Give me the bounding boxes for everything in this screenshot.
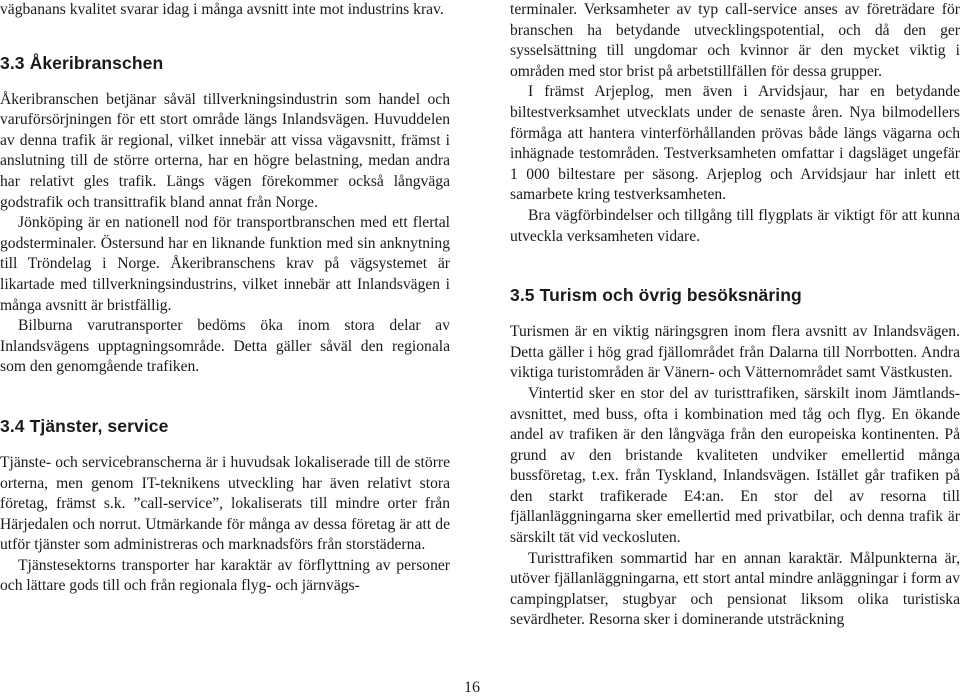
paragraph-tjanster-1: Tjänste- och servicebranscherna är i huvudsak lokaliserade till de större orterna, men genom IT-teknikens utveckling har även relativt stora företag, främst s.k. ”call-service”, lokaliserats till mindre orter från Härjedalen och norrut. Utmärkande för många av dessa företag är att de utför tjänster som administreras och marknadsförs från storstäderna. <box>0 453 450 554</box>
page-number: 16 <box>464 679 480 696</box>
paragraph-akeribranschen-3: Bilburna varutransporter bedöms öka inom stora delar av Inlandsvägens upptagningsområde. Detta gäller såväl den regionala som den genomgående trafiken. <box>0 317 450 376</box>
left-column <box>0 0 450 597</box>
paragraph-akeribranschen-2: Jönköping är en nationell nod för transportbranschen med ett flertal godsterminaler. Östersund har en liknande funktion med sin anknytning till Tröndelag i Norge. Åkeribranschens krav på vägsystemet är likartade med tillverkningsindustrins, vilket innebär att Inlandsvägen i många avsnitt är bristfällig. <box>0 214 450 314</box>
section-heading-3-3: 3.3 Åkeribranschen <box>0 52 164 73</box>
right-column <box>510 0 960 631</box>
paragraph-callservice-continuation: terminaler. Verksamheter av typ call-service anses av företrädare för branschen ha betydande utvecklingspotential, och då den ger sysselsättning till ungdomar och kvinnor är den mycket viktig i områden med stor brist på arbetstillfällen för dessa grupper. <box>510 1 960 80</box>
paragraph-akeribranschen-1: Åkeribranschen betjänar såväl tillverkningsindustrin som handel och varuförsörjningen för ett stort område längs Inlandsvägen. Huvuddelen av denna trafik är regional, vilket innebär att vissa vägavsnitt, främst i anslutning till de större orterna, har en högre belastning, medan andra har relativt gles trafik. Längs vägen förekommer också långväga godstrafik och transittrafik bland annat från Norge. <box>0 90 450 211</box>
paragraph-turism-3: Turisttrafiken sommartid har en annan karaktär. Målpunkterna är, utöver fjällanläggningarna, ett stort antal mindre anläggningar i form av campingplatser, stugbyar och pensionat liksom olika turistiska sevärdheter. Resorna sker i dominerande utsträckning <box>510 549 960 629</box>
paragraph-biltest: I främst Arjeplog, men även i Arvidsjaur, har en betydande biltestverksamhet utvecklats under de senaste åren. Nya bilmodellers förmåga att hantera vinterförhållanden prövas både längs vägarna och inhägnade testområden. Testverksamheten omfattar i dagsläget ungefär 1 000 biltestare per säsong. Arjeplog och Arvidsjaur har inlett ett samarbete kring testverksamheten. <box>510 83 960 204</box>
paragraph-turism-2: Vintertid sker en stor del av turisttrafiken, särskilt inom Jämtlands-avsnittet, med buss, ofta i kombination med tåg och flyg. En ökande andel av trafiken är den långväga från den europeiska kontinenten. På grund av den bristande kvaliteten undviker emellertid många bussföretag, t.ex. från Tyskland, Inlandsvägen. Istället går trafiken på den starkt trafikerade E4:an. En stor del av resorna till fjällanläggningarna sker emellertid med privatbilar, och denna trafik är särskilt tät vid veckosluten. <box>510 384 960 547</box>
section-heading-3-4: 3.4 Tjänster, service <box>0 415 169 436</box>
paragraph-tjanster-2: Tjänstesektorns transporter har karaktär av förflyttning av personer och lättare gods till och från regionala flyg- och järnvägs- <box>0 556 450 595</box>
paragraph-vagforbindelser: Bra vägförbindelser och tillgång till flygplats är viktigt för att kunna utveckla verksamheten vidare. <box>510 206 960 245</box>
paragraph-turism-1: Turismen är en viktig näringsgren inom flera avsnitt av Inlandsvägen. Detta gäller i hög grad fjällområdet från Dalarna till Norrbotten. Andra viktiga turistområden är Vänern- och Vätternområdet samt Västkusten. <box>510 323 960 382</box>
paragraph-intro-continuation: vägbanans kvalitet svarar idag i många avsnitt inte mot industrins krav. <box>0 1 444 18</box>
section-heading-3-5: 3.5 Turism och övrig besöksnäring <box>510 285 802 306</box>
